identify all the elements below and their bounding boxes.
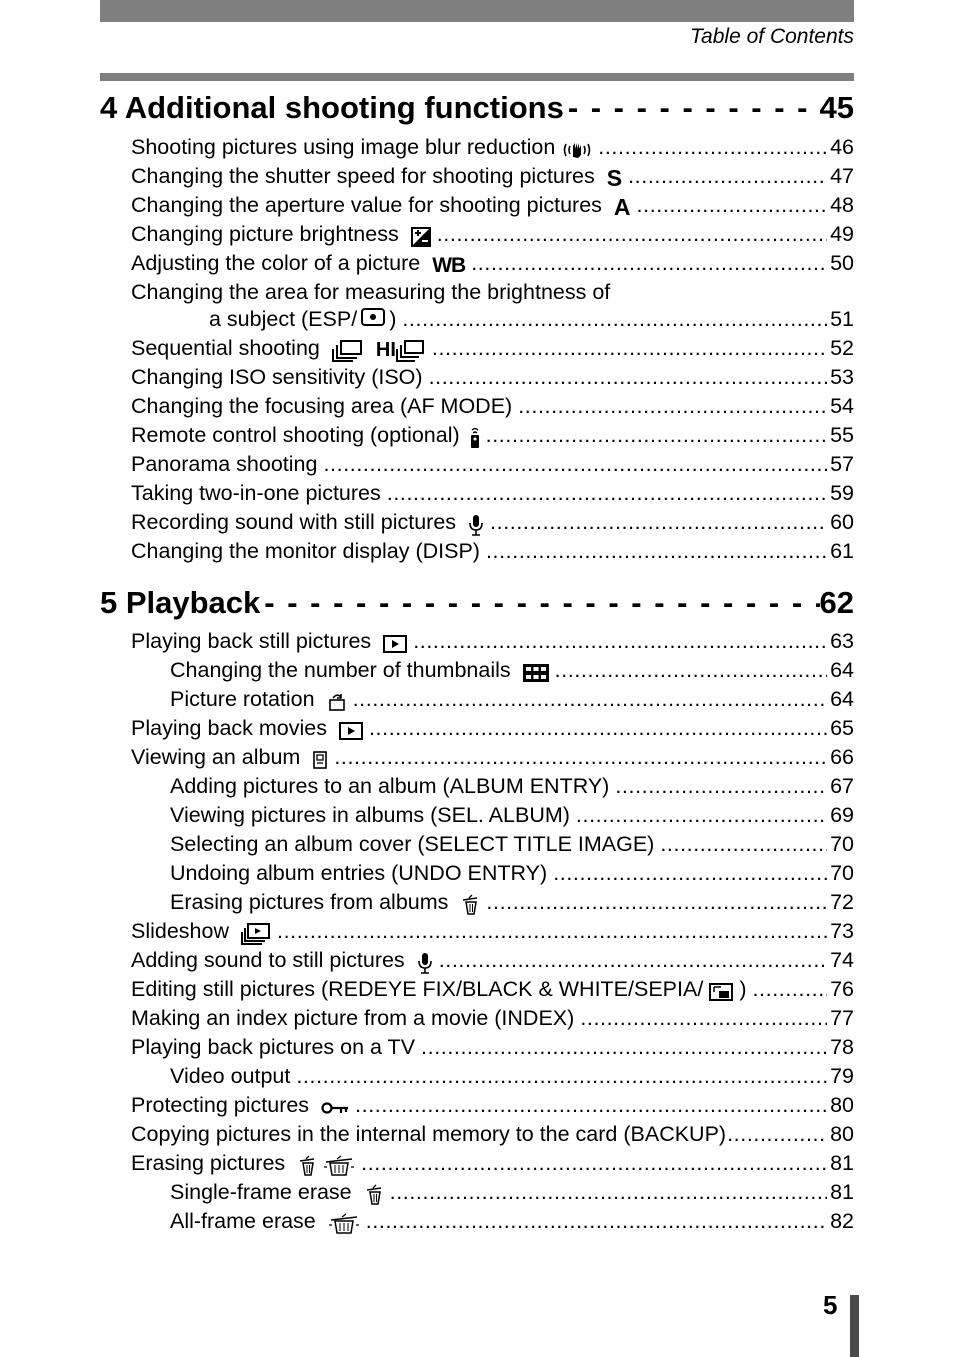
spot-metering-icon [361,308,385,326]
entry-page: 46 [830,135,854,159]
erase-all-icon [323,1155,355,1177]
entry-leader [323,452,827,477]
section-title-text: 4 Additional shooting functions [100,90,564,125]
toc-entry[interactable] [131,745,854,774]
entry-leader [555,658,827,683]
page-number: 5 [823,1290,838,1320]
entry-leader [413,629,827,654]
toc-entry[interactable] [131,135,854,164]
toc-entry[interactable] [131,861,854,890]
entry-title: Playing back pictures on a TV [131,1035,416,1059]
entry-page: 48 [830,193,854,217]
entry-page: 55 [830,423,854,447]
entry-page: 72 [830,890,854,914]
white-balance-icon: WB [432,253,466,277]
toc-entry[interactable] [131,193,854,222]
entry-leader [387,481,827,506]
playback-icon [383,635,407,653]
entry-page: 80 [830,1093,854,1117]
entry-leader [296,1064,827,1089]
erase-icon [460,894,480,916]
resize-icon [709,983,733,1001]
entry-leader [429,365,828,390]
entry-page: 54 [830,394,854,418]
entry-leader [334,745,827,770]
entry-title-suffix: ) [739,977,747,1001]
entry-title: Protecting pictures [131,1093,310,1117]
entry-title: Erasing pictures [131,1151,286,1175]
entry-page: 70 [830,861,854,885]
entry-leader [486,539,827,564]
entry-leader [553,861,827,886]
entry-page: 47 [830,164,854,188]
entry-title: Selecting an album cover (SELECT TITLE IMAGE) [170,832,655,856]
entry-page: 70 [830,832,854,856]
entry-leader [437,222,827,247]
entry-page: 59 [830,481,854,505]
entry-leader [390,1180,827,1205]
entry-leader [660,832,827,857]
entry-leader [421,1035,827,1060]
toc-entry[interactable] [131,423,854,452]
entry-page: 61 [830,539,854,563]
entry-title: Video output [170,1064,291,1088]
entry-title: Playing back still pictures [131,629,372,653]
section-5-entries [131,629,854,1238]
entry-leader [637,193,828,218]
entry-title-continued: a subject (ESP/ [209,307,358,331]
entry-title: Copying pictures in the internal memory to the card (BACKUP) [131,1122,727,1146]
entry-page: 81 [830,1180,854,1204]
erase-all-icon [328,1213,360,1235]
entry-title: Undoing album entries (UNDO ENTRY) [170,861,548,885]
entry-leader [369,716,827,741]
toc-entry[interactable] [131,1064,854,1093]
entry-title: Adding pictures to an album (ALBUM ENTRY) [170,774,610,798]
entry-title: Changing picture brightness [131,222,399,246]
toc-entry[interactable] [131,1209,854,1238]
entry-leader [439,948,827,973]
toc-entry[interactable] [131,774,854,803]
entry-leader [353,687,827,712]
entry-title: Sequential shooting [131,336,320,360]
entry-page: 77 [830,1006,854,1030]
page-edge-tab [850,1295,859,1357]
entry-page: 52 [830,336,854,360]
entry-page: 64 [830,658,854,682]
toc-entry[interactable] [131,336,854,365]
toc-entry[interactable] [131,164,854,193]
microphone-icon [417,952,433,974]
microphone-icon [468,514,484,536]
entry-title: Changing the focusing area (AF MODE) [131,394,513,418]
entry-page: 74 [830,948,854,972]
toc-entry[interactable] [131,251,854,280]
toc-entry[interactable] [131,1122,854,1151]
toc-entry[interactable] [131,919,854,948]
playback-icon [339,722,363,740]
entry-leader [727,1122,827,1147]
entry-page: 51 [830,307,854,331]
toc-entry[interactable] [131,481,854,510]
section-4-entries [131,135,854,568]
section-page-number: 62 [819,585,854,620]
high-speed-sequential-icon: HI [376,339,426,362]
entry-page: 49 [830,222,854,246]
entry-page: 79 [830,1064,854,1088]
slideshow-icon [241,923,271,945]
entry-title: Viewing pictures in albums (SEL. ALBUM) [170,803,570,827]
toc-entry[interactable] [131,510,854,539]
toc-entry[interactable] [131,890,854,919]
thumbnails-icon [523,664,549,682]
entry-page: 60 [830,510,854,534]
section-title-leader [260,585,819,621]
entry-page: 80 [830,1122,854,1146]
entry-title: Changing ISO sensitivity (ISO) [131,365,423,389]
entry-title: Changing the monitor display (DISP) [131,539,480,563]
toc-entry[interactable] [131,803,854,832]
entry-page: 78 [830,1035,854,1059]
entry-title: Single-frame erase [170,1180,352,1204]
entry-leader [598,135,827,160]
section-page-number: 45 [819,90,854,125]
toc-entry[interactable] [131,716,854,745]
toc-entry[interactable] [131,365,854,394]
rotation-icon [327,692,347,712]
toc-entry[interactable] [131,658,854,687]
entry-page: 57 [830,452,854,476]
toc-entry[interactable] [131,222,854,251]
entry-title: Slideshow [131,919,229,943]
entry-leader [490,510,827,535]
section-title-4[interactable] [100,90,854,126]
entry-page: 50 [830,251,854,275]
protect-key-icon [321,1101,349,1115]
entry-title: Recording sound with still pictures [131,510,457,534]
entry-page: 65 [830,716,854,740]
entry-page: 73 [830,919,854,943]
exposure-compensation-icon [411,227,431,247]
entry-title: Changing the number of thumbnails [170,658,511,682]
toc-entry[interactable] [131,948,854,977]
entry-leader [486,890,827,915]
entry-title: Changing the shutter speed for shooting pictures [131,164,595,188]
entry-title: Editing still pictures (REDEYE FIX/BLACK & WHITE/SEPIA/ [131,977,704,1001]
section-title-leader [564,90,820,126]
toc-entry[interactable] [131,1006,854,1035]
entry-title: Erasing pictures from albums [170,890,449,914]
header-bar [100,0,854,22]
entry-title: Taking two-in-one pictures [131,481,381,505]
entry-title: Remote control shooting (optional) [131,423,460,447]
entry-leader [576,803,827,828]
album-icon [312,750,328,770]
toc-entry[interactable] [131,452,854,481]
entry-title: Making an index picture from a movie (INDEX) [131,1006,575,1030]
entry-leader [580,1006,827,1031]
entry-leader [518,394,827,419]
entry-leader [402,307,827,332]
entry-page: 81 [830,1151,854,1175]
entry-page: 53 [830,365,854,389]
erase-icon [364,1184,384,1206]
toc-entry[interactable] [131,1151,854,1180]
entry-title: Playing back movies [131,716,327,740]
toc-entry[interactable]: Changing the area for measuring the brightness of a subject (ESP/ ) ..... 51 [131,280,854,336]
entry-leader [366,1209,827,1234]
entry-leader [361,1151,827,1176]
entry-leader [486,423,827,448]
remote-control-icon [470,427,480,449]
entry-page: 67 [830,774,854,798]
toc-entry[interactable] [131,1180,854,1209]
shutter-priority-s-icon: S [606,165,623,191]
toc-entry[interactable] [131,629,854,658]
entry-title: Changing the area for measuring the brightness of [131,280,611,304]
entry-leader [615,774,827,799]
entry-leader [628,164,827,189]
toc-entry[interactable] [131,1093,854,1122]
entry-page: 76 [830,977,854,1001]
toc-entry[interactable] [131,687,854,716]
entry-leader [277,919,827,944]
entry-title: Viewing an album [131,745,301,769]
entry-title: Panorama shooting [131,452,318,476]
entry-title: Adding sound to still pictures [131,948,405,972]
image-stabilizer-icon [562,140,592,160]
entry-title: Picture rotation [170,687,315,711]
entry-page: 82 [830,1209,854,1233]
section-title-5[interactable] [100,585,854,621]
entry-title: All-frame erase [170,1209,316,1233]
entry-page: 69 [830,803,854,827]
toc-entry[interactable] [131,1035,854,1064]
entry-page: 63 [830,629,854,653]
header-rule [100,73,854,81]
entry-page: 64 [830,687,854,711]
entry-leader [471,251,827,276]
sequential-shooting-icon [332,340,366,362]
toc-entry[interactable] [131,539,854,568]
erase-icon [297,1155,317,1177]
entry-leader [355,1093,827,1118]
aperture-priority-a-icon: A [613,194,631,220]
toc-entry[interactable] [131,394,854,423]
entry-title: Adjusting the color of a picture [131,251,421,275]
entry-leader [432,336,827,361]
section-title-text: 5 Playback [100,585,261,620]
entry-title: Changing the aperture value for shooting pictures [131,193,602,217]
toc-entry[interactable] [131,832,854,861]
entry-page: 66 [830,745,854,769]
entry-leader [752,977,827,1002]
header-label: Table of Contents [690,25,854,48]
toc-entry[interactable] [131,977,854,1006]
entry-title: Shooting pictures using image blur reduction [131,135,556,159]
